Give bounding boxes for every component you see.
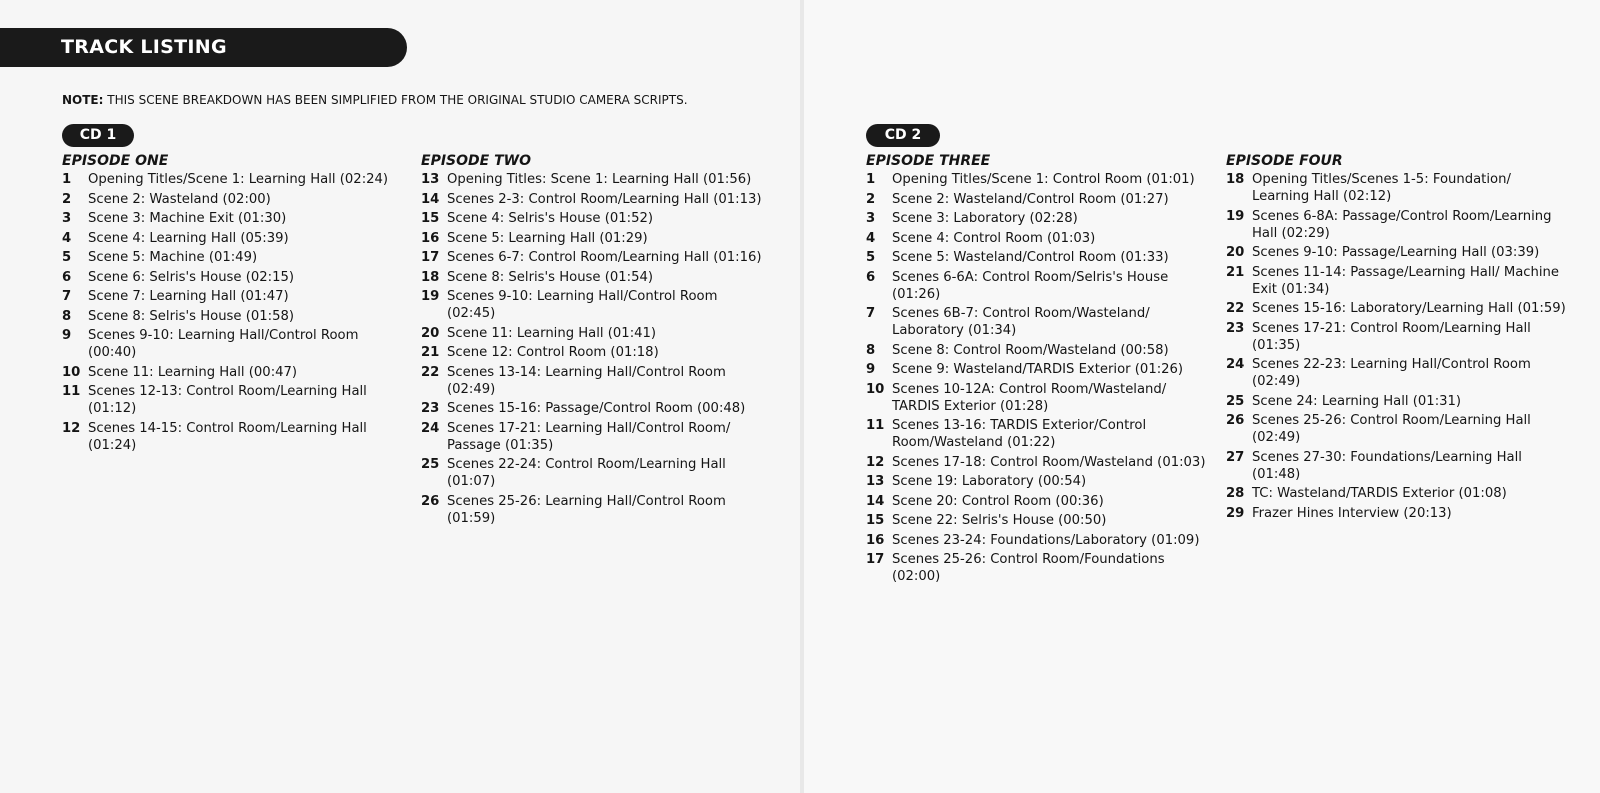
track-item (866, 171, 1206, 188)
track-number: 5 (866, 250, 876, 265)
track-title: Scenes 6B-7: Control Room/Wasteland/ Laboratory (01:34) (892, 306, 1150, 338)
track-number: 11 (866, 418, 885, 433)
track-item (866, 230, 1206, 247)
track-title: Opening Titles/Scene 1: Learning Hall (02:24) (88, 172, 389, 187)
track-title: Scene 5: Machine (01:49) (88, 250, 258, 265)
track-title: Scenes 14-15: Control Room/Learning Hall (01:24) (88, 420, 367, 453)
track-item (421, 249, 767, 266)
track-item (421, 325, 767, 342)
track-title: Scenes 27-30: Foundations/Learning Hall (01:48) (1252, 449, 1522, 482)
track-item (421, 420, 767, 454)
track-number: 9 (866, 362, 876, 377)
track-item (866, 305, 1206, 339)
track-number: 21 (421, 345, 440, 360)
track-title: Scenes 2-3: Control Room/Learning Hall (01:13) (447, 191, 762, 207)
track-title: Scene 4: Learning Hall (05:39) (88, 230, 289, 246)
track-listing-title: TRACK LISTING (0, 28, 407, 67)
track-item (1226, 393, 1571, 410)
track-item (1226, 208, 1571, 242)
track-item (421, 288, 767, 322)
track-item (866, 269, 1206, 303)
episode-three-column (866, 151, 1206, 588)
track-list (866, 171, 1206, 585)
note-label: NOTE: (62, 93, 104, 107)
track-title: Scene 3: Machine Exit (01:30) (88, 211, 287, 226)
track-number: 4 (62, 230, 72, 246)
track-item (1226, 171, 1571, 205)
track-number: 5 (62, 250, 72, 265)
track-number: 2 (62, 191, 72, 207)
track-item (866, 454, 1206, 471)
track-number: 17 (421, 250, 440, 265)
track-title: Scenes 25-26: Control Room/Foundations (02:00) (892, 552, 1165, 584)
track-title: Opening Titles/Scene 1: Control Room (01:01) (892, 172, 1195, 187)
episode-title: EPISODE FOUR (1226, 153, 1343, 169)
track-item (421, 191, 767, 208)
cd2-badge: CD 2 (866, 124, 940, 147)
track-title: Frazer Hines Interview (20:13) (1252, 505, 1452, 521)
track-number: 13 (866, 474, 885, 489)
track-item (62, 230, 392, 247)
track-item (1226, 320, 1571, 354)
track-number: 3 (62, 211, 72, 226)
episode-title: EPISODE TWO (421, 153, 531, 169)
track-title: Scenes 6-7: Control Room/Learning Hall (01:16) (447, 250, 762, 265)
track-title: Scene 9: Wasteland/TARDIS Exterior (01:26) (892, 362, 1184, 377)
track-title: Scene 22: Selris's House (00:50) (892, 513, 1107, 528)
track-item (62, 308, 392, 325)
track-item (421, 364, 767, 398)
track-item (866, 381, 1206, 415)
track-number: 1 (866, 172, 876, 187)
track-number: 23 (421, 401, 440, 416)
track-number: 25 (421, 457, 440, 472)
track-title: Scene 4: Selris's House (01:52) (447, 211, 654, 226)
track-title: Scenes 10-12A: Control Room/Wasteland/ TARDIS Exterior (01:28) (892, 381, 1167, 414)
track-title: Scenes 13-16: TARDIS Exterior/Control Room/Wasteland (01:22) (892, 418, 1147, 450)
track-item (62, 327, 392, 361)
track-item (421, 230, 767, 247)
track-title: Scenes 17-21: Control Room/Learning Hall (01:35) (1252, 320, 1531, 353)
track-number: 16 (866, 532, 885, 548)
track-item (1226, 300, 1571, 317)
track-number: 19 (1226, 208, 1245, 224)
track-number: 14 (866, 493, 885, 509)
track-number: 20 (1226, 245, 1245, 260)
track-title: Scene 6: Selris's House (02:15) (88, 269, 295, 285)
track-title: Scenes 22-24: Control Room/Learning Hall (01:07) (447, 457, 726, 489)
track-item (866, 342, 1206, 359)
track-number: 28 (1226, 486, 1245, 501)
track-title: Scene 11: Learning Hall (00:47) (88, 364, 298, 380)
track-item (866, 210, 1206, 227)
track-item (1226, 244, 1571, 261)
track-number: 7 (62, 289, 72, 304)
episode-title: EPISODE THREE (866, 153, 991, 169)
track-title: Opening Titles: Scene 1: Learning Hall (01:56) (447, 172, 752, 187)
track-title: Scene 12: Control Room (01:18) (447, 345, 659, 360)
track-number: 8 (62, 308, 72, 324)
track-title: Scenes 17-21: Learning Hall/Control Room/ Passage (01:35) (447, 420, 731, 453)
track-item (62, 288, 392, 305)
track-item (866, 512, 1206, 529)
track-title: Scene 11: Learning Hall (01:41) (447, 325, 657, 341)
track-item (1226, 412, 1571, 446)
track-number: 1 (62, 172, 72, 187)
track-item (866, 532, 1206, 549)
track-number: 3 (866, 211, 876, 226)
track-title: Scenes 25-26: Control Room/Learning Hall (02:49) (1252, 413, 1531, 445)
track-item (1226, 356, 1571, 390)
track-number: 20 (421, 325, 440, 341)
track-title: Scene 20: Control Room (00:36) (892, 493, 1104, 509)
track-title: Scenes 11-14: Passage/Learning Hall/ Machine Exit (01:34) (1252, 264, 1560, 297)
track-item (62, 383, 392, 417)
track-title: Scene 4: Control Room (01:03) (892, 230, 1096, 246)
track-title: Scenes 6-8A: Passage/Control Room/Learning Hall (02:29) (1252, 208, 1552, 241)
track-number: 18 (421, 269, 440, 285)
track-item (421, 210, 767, 227)
track-number: 15 (866, 513, 885, 528)
track-item (421, 344, 767, 361)
track-number: 7 (866, 306, 876, 321)
track-item (421, 269, 767, 286)
track-number: 10 (62, 364, 81, 380)
track-number: 4 (866, 230, 876, 246)
episode-four-column (1226, 151, 1571, 524)
track-item (62, 269, 392, 286)
episode-two-column (421, 151, 767, 529)
track-list (62, 171, 392, 454)
track-title: Opening Titles/Scenes 1-5: Foundation/ Learning Hall (02:12) (1252, 172, 1511, 204)
track-number: 23 (1226, 320, 1245, 336)
track-number: 12 (866, 454, 885, 470)
track-title: Scenes 9-10: Passage/Learning Hall (03:39) (1252, 245, 1540, 260)
track-title: Scenes 23-24: Foundations/Laboratory (01:09) (892, 532, 1200, 548)
track-number: 24 (1226, 357, 1245, 372)
track-number: 26 (421, 493, 440, 509)
track-title: Scenes 9-10: Learning Hall/Control Room (00:40) (88, 328, 359, 360)
track-title: Scenes 15-16: Passage/Control Room (00:48) (447, 401, 746, 416)
track-number: 14 (421, 191, 440, 207)
track-number: 27 (1226, 449, 1245, 465)
track-item (62, 420, 392, 454)
track-item (62, 210, 392, 227)
episode-title: EPISODE ONE (62, 153, 169, 169)
track-title: Scenes 17-18: Control Room/Wasteland (01:03) (892, 454, 1206, 470)
track-title: Scene 5: Wasteland/Control Room (01:33) (892, 250, 1169, 265)
track-item (421, 456, 767, 490)
track-number: 29 (1226, 505, 1245, 521)
track-item (866, 417, 1206, 451)
episode-one-column (62, 151, 392, 456)
track-title: Scenes 12-13: Control Room/Learning Hall (01:12) (88, 384, 367, 416)
track-title: Scene 19: Laboratory (00:54) (892, 474, 1087, 489)
track-list (421, 171, 767, 527)
track-item (866, 191, 1206, 208)
track-title: TC: Wasteland/TARDIS Exterior (01:08) (1252, 486, 1507, 501)
track-title: Scenes 22-23: Learning Hall/Control Room (02:49) (1252, 357, 1531, 389)
track-item (1226, 449, 1571, 483)
track-item (866, 473, 1206, 490)
track-number: 22 (1226, 301, 1245, 316)
track-title: Scene 2: Wasteland/Control Room (01:27) (892, 191, 1169, 207)
track-title: Scenes 9-10: Learning Hall/Control Room (02:45) (447, 289, 718, 321)
scene-breakdown-note (62, 93, 688, 107)
track-number: 2 (866, 191, 876, 207)
track-item (62, 364, 392, 381)
track-title: Scene 8: Selris's House (01:58) (88, 308, 295, 324)
track-title: Scenes 13-14: Learning Hall/Control Room (02:49) (447, 364, 726, 397)
track-item (866, 249, 1206, 266)
track-number: 19 (421, 289, 440, 304)
track-item (62, 171, 392, 188)
track-number: 22 (421, 364, 440, 380)
track-title: Scene 24: Learning Hall (01:31) (1252, 393, 1462, 409)
track-number: 15 (421, 211, 440, 226)
track-item (421, 400, 767, 417)
track-item (866, 551, 1206, 585)
track-number: 25 (1226, 393, 1245, 409)
track-item (866, 361, 1206, 378)
track-item (1226, 264, 1571, 298)
track-number: 8 (866, 342, 876, 358)
track-number: 24 (421, 420, 440, 436)
track-number: 21 (1226, 264, 1245, 280)
track-item (1226, 485, 1571, 502)
track-number: 11 (62, 384, 81, 399)
track-item (62, 191, 392, 208)
track-number: 6 (866, 269, 876, 285)
track-number: 18 (1226, 172, 1245, 187)
track-number: 10 (866, 381, 885, 397)
track-number: 9 (62, 328, 72, 343)
track-number: 26 (1226, 413, 1245, 428)
cd1-badge: CD 1 (62, 124, 134, 147)
track-item (421, 493, 767, 527)
track-number: 12 (62, 420, 81, 436)
track-number: 16 (421, 230, 440, 246)
track-item (1226, 505, 1571, 522)
track-list (1226, 171, 1571, 522)
track-title: Scenes 15-16: Laboratory/Learning Hall (01:59) (1252, 301, 1566, 316)
track-number: 17 (866, 552, 885, 567)
track-title: Scene 8: Control Room/Wasteland (00:58) (892, 342, 1169, 358)
track-title: Scenes 25-26: Learning Hall/Control Room (01:59) (447, 493, 726, 526)
track-item (62, 249, 392, 266)
track-title: Scene 3: Laboratory (02:28) (892, 211, 1078, 226)
track-item (421, 171, 767, 188)
track-title: Scene 2: Wasteland (02:00) (88, 191, 271, 207)
track-title: Scene 7: Learning Hall (01:47) (88, 289, 289, 304)
track-number: 13 (421, 172, 440, 187)
track-item (866, 493, 1206, 510)
track-title: Scene 8: Selris's House (01:54) (447, 269, 654, 285)
track-title: Scene 5: Learning Hall (01:29) (447, 230, 648, 246)
track-title: Scenes 6-6A: Control Room/Selris's House (01:26) (892, 269, 1169, 302)
track-number: 6 (62, 269, 72, 285)
note-text: THIS SCENE BREAKDOWN HAS BEEN SIMPLIFIED FROM THE ORIGINAL STUDIO CAMERA SCRIPTS. (107, 93, 688, 107)
